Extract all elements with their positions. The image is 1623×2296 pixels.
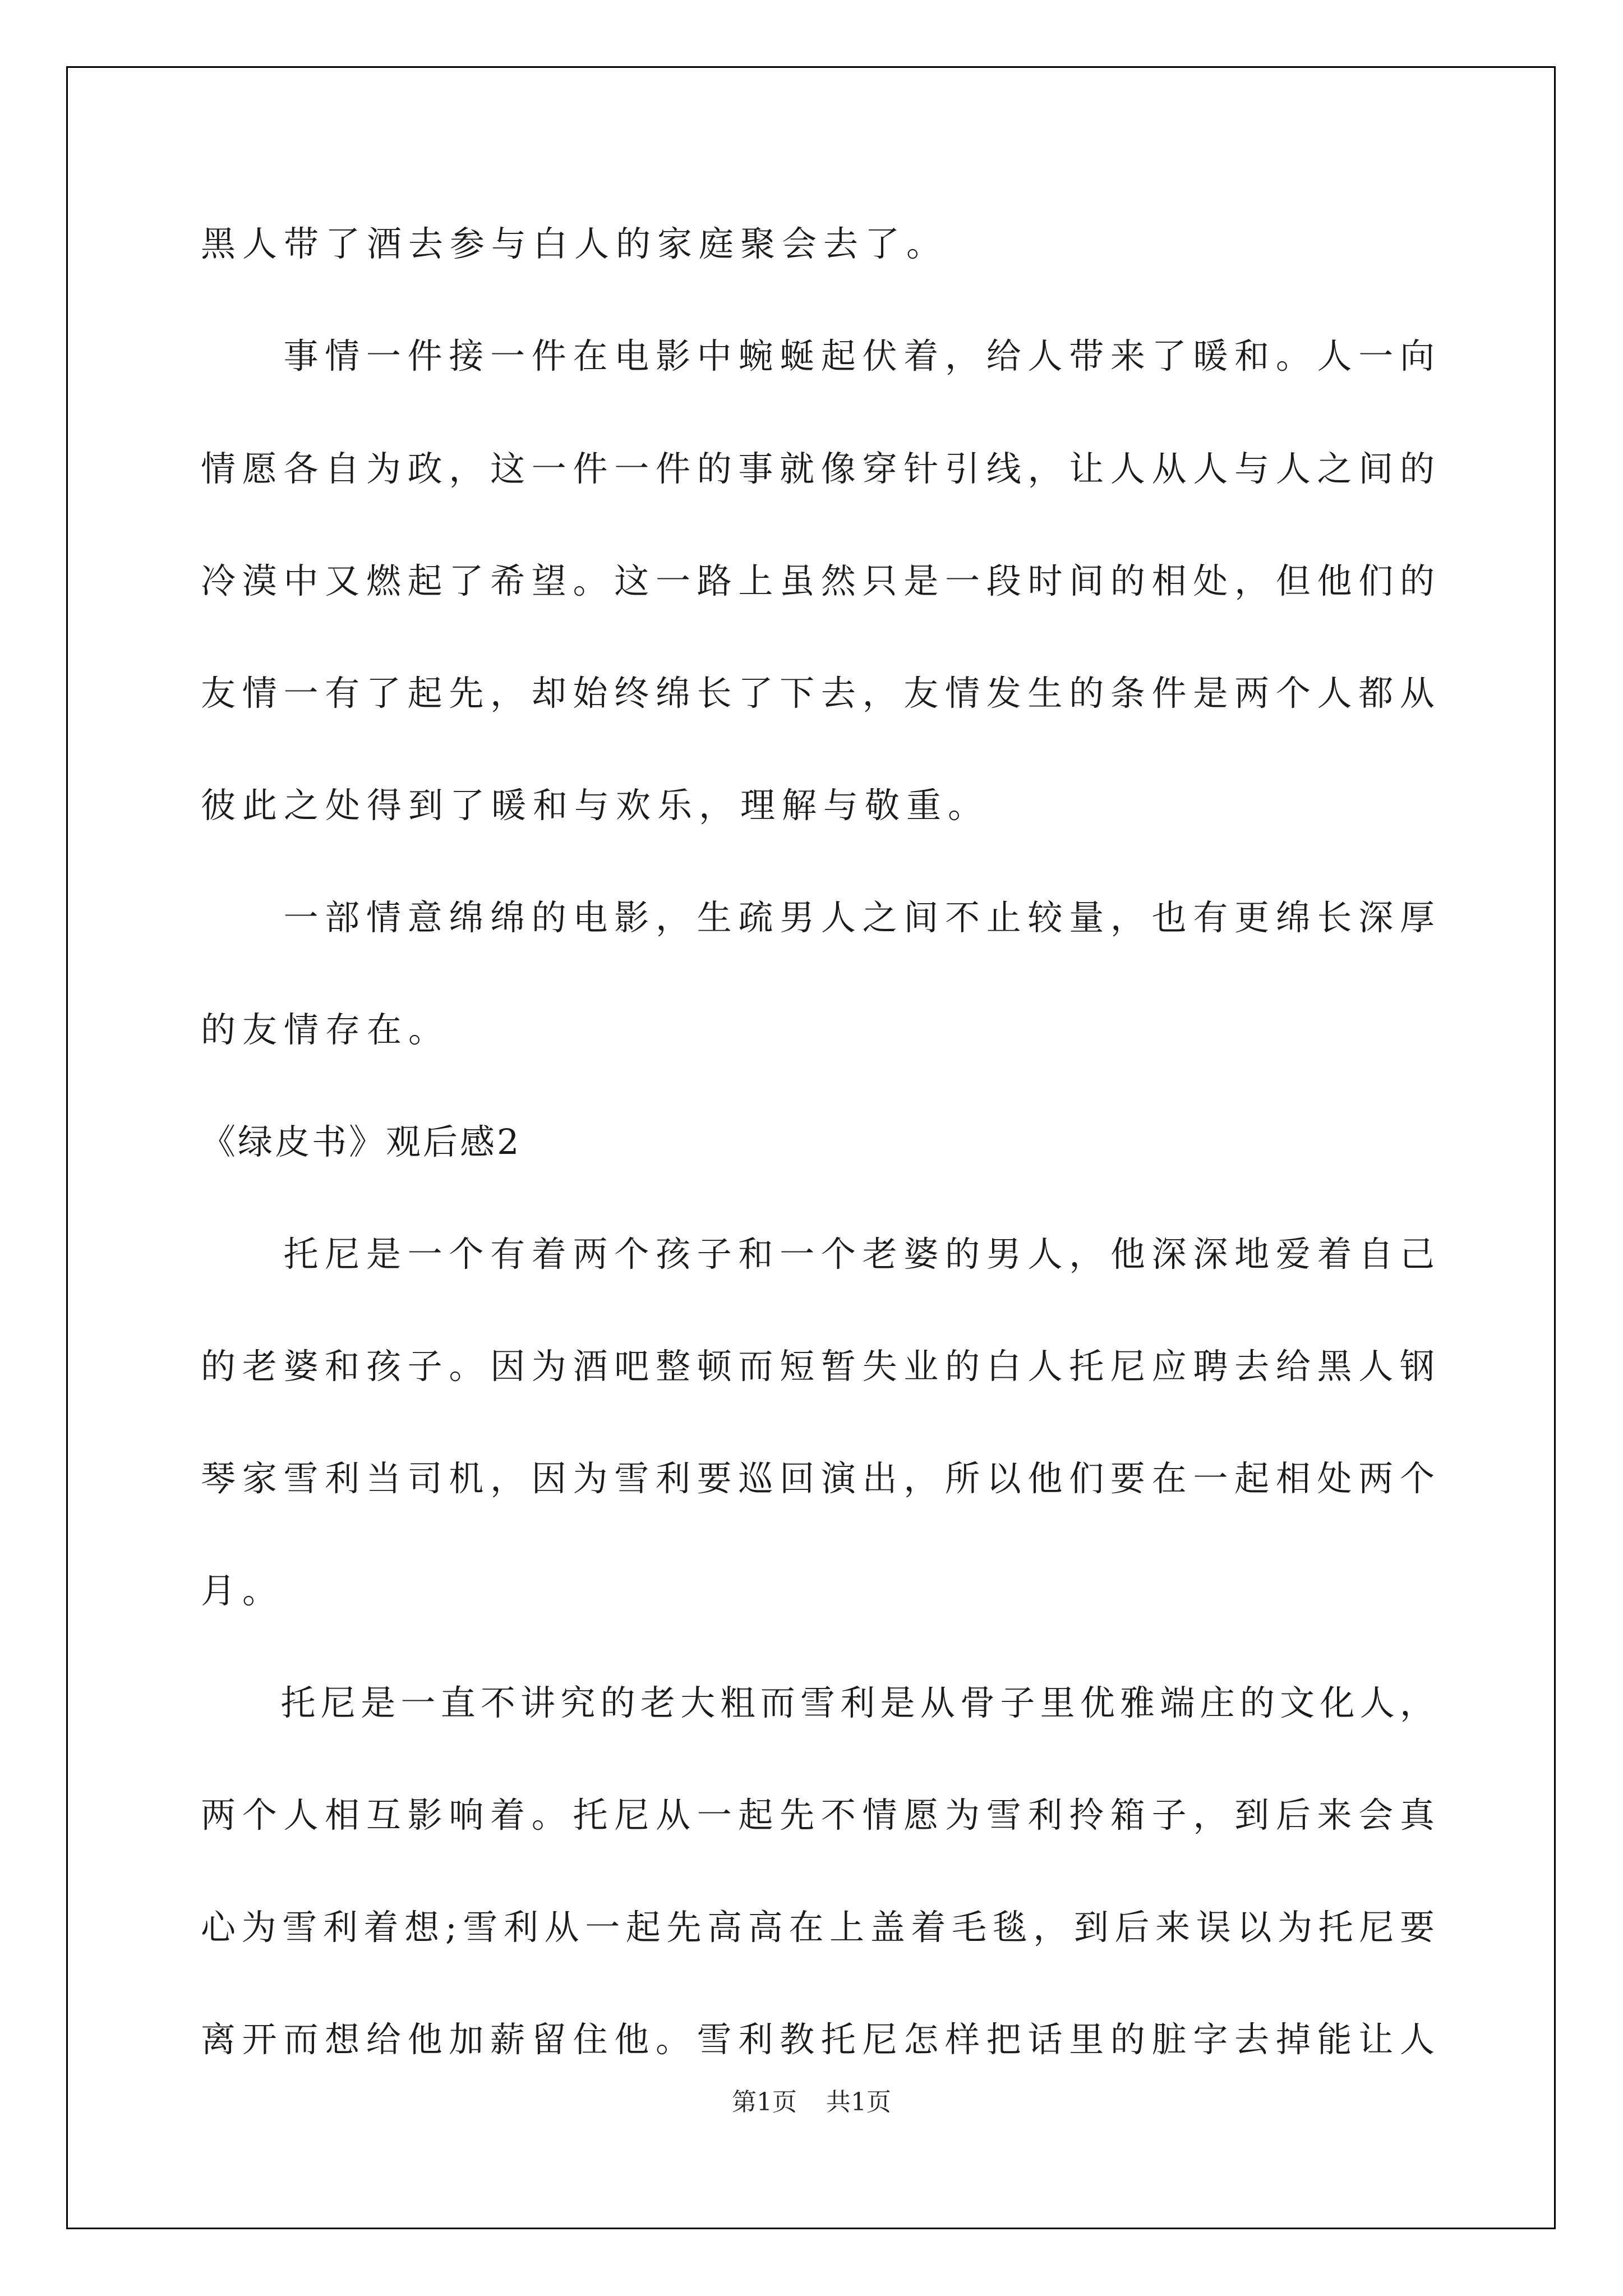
text-line: 的老婆和孩子。因为酒吧整顿而短暂失业的白人托尼应聘去给黑人钢 <box>201 1346 1435 1387</box>
page-total: 共1页 <box>826 2088 891 2116</box>
text-line: 事情一件接一件在电影中蜿蜒起伏着，给人带来了暖和。人一向 <box>201 335 1435 376</box>
text-line: 托尼是一个有着两个孩子和一个老婆的男人，他深深地爱着自己 <box>201 1234 1435 1274</box>
text-line: 月。 <box>201 1570 284 1611</box>
text-line: 心为雪利着想;雪利从一起先高高在上盖着毛毯，到后来误以为托尼要 <box>201 1907 1435 1948</box>
text-line: 离开而想给他加薪留住他。雪利教托尼怎样把话里的脏字去掉能让人 <box>201 2019 1435 2060</box>
page-footer <box>0 2086 1623 2119</box>
text-line: 彼此之处得到了暖和与欢乐，理解与敬重。 <box>201 785 990 826</box>
section-heading: 《绿皮书》观后感2 <box>201 1121 522 1162</box>
text-line: 两个人相互影响着。托尼从一起先不情愿为雪利拎箱子，到后来会真 <box>201 1795 1435 1835</box>
text-line: 友情一有了起先，却始终绵长了下去，友情发生的条件是两个人都从 <box>201 673 1435 714</box>
text-line: 黑人带了酒去参与白人的家庭聚会去了。 <box>201 223 948 264</box>
text-line: 的友情存在。 <box>201 1009 450 1050</box>
page-number: 第1页 <box>732 2088 797 2116</box>
text-line: 托尼是一直不讲究的老大粗而雪利是从骨子里优雅端庄的文化人， <box>201 1682 1435 1723</box>
text-line: 情愿各自为政，这一件一件的事就像穿针引线，让人从人与人之间的 <box>201 448 1435 489</box>
text-line: 冷漠中又燃起了希望。这一路上虽然只是一段时间的相处，但他们的 <box>201 560 1435 601</box>
text-line: 琴家雪利当司机，因为雪利要巡回演出，所以他们要在一起相处两个 <box>201 1458 1435 1499</box>
text-line: 一部情意绵绵的电影，生疏男人之间不止较量，也有更绵长深厚 <box>201 897 1435 938</box>
